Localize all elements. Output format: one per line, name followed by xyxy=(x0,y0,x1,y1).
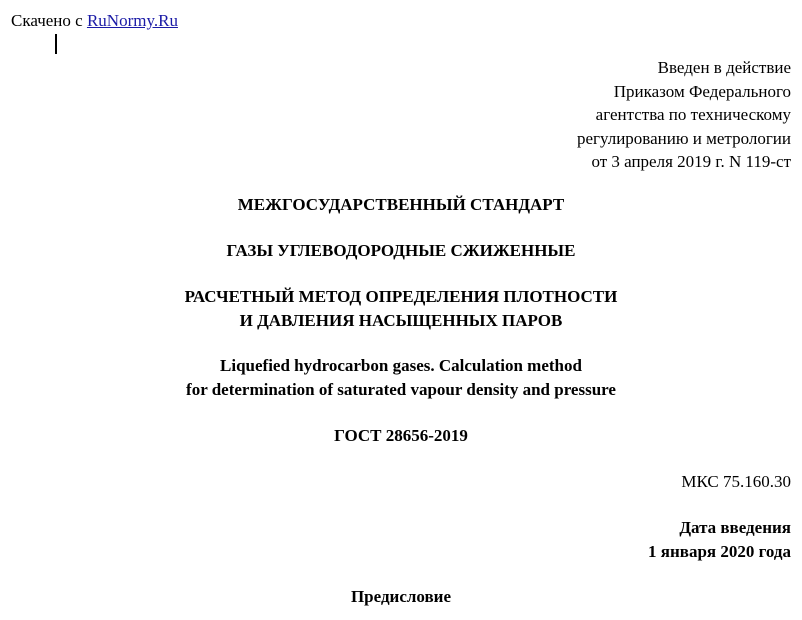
title-ru-main: ГАЗЫ УГЛЕВОДОРОДНЫЕ СЖИЖЕННЫЕ xyxy=(226,241,576,260)
title-ru-subtitle-line1: РАСЧЕТНЫЙ МЕТОД ОПРЕДЕЛЕНИЯ ПЛОТНОСТИ xyxy=(184,287,618,306)
mks-code: МКС 75.160.30 xyxy=(681,472,791,491)
download-source-line xyxy=(11,10,178,32)
decree-line: регулированию и метрологии xyxy=(576,128,791,148)
title-en-line1: Liquefied hydrocarbon gases. Calculation method xyxy=(220,356,582,375)
title-en xyxy=(0,354,802,401)
intro-date-label: Дата введения xyxy=(679,518,791,537)
text-cursor xyxy=(55,34,57,54)
decree-line: агентства по техническому xyxy=(595,105,791,124)
decree-block xyxy=(577,56,791,174)
title-en-line2: for determination of saturated vapour density and pressure xyxy=(186,379,616,399)
runormy-link[interactable]: RuNormy.Ru xyxy=(86,11,178,30)
intro-date-block xyxy=(648,516,791,563)
decree-line: Введен в действие xyxy=(657,58,791,77)
gost-number: ГОСТ 28656-2019 xyxy=(334,426,468,445)
download-prefix: Скачено с xyxy=(11,11,83,30)
standard-type-heading: МЕЖГОСУДАРСТВЕННЫЙ СТАНДАРТ xyxy=(237,195,565,214)
intro-date-value: 1 января 2020 года xyxy=(648,541,791,561)
decree-line: Приказом Федерального xyxy=(613,81,791,101)
section-heading-foreword: Предисловие xyxy=(350,587,452,606)
title-ru-subtitle-line2: И ДАВЛЕНИЯ НАСЫЩЕННЫХ ПАРОВ xyxy=(239,310,563,330)
title-ru-subtitle xyxy=(0,285,802,332)
decree-line: от 3 апреля 2019 г. N 119-ст xyxy=(591,152,791,171)
